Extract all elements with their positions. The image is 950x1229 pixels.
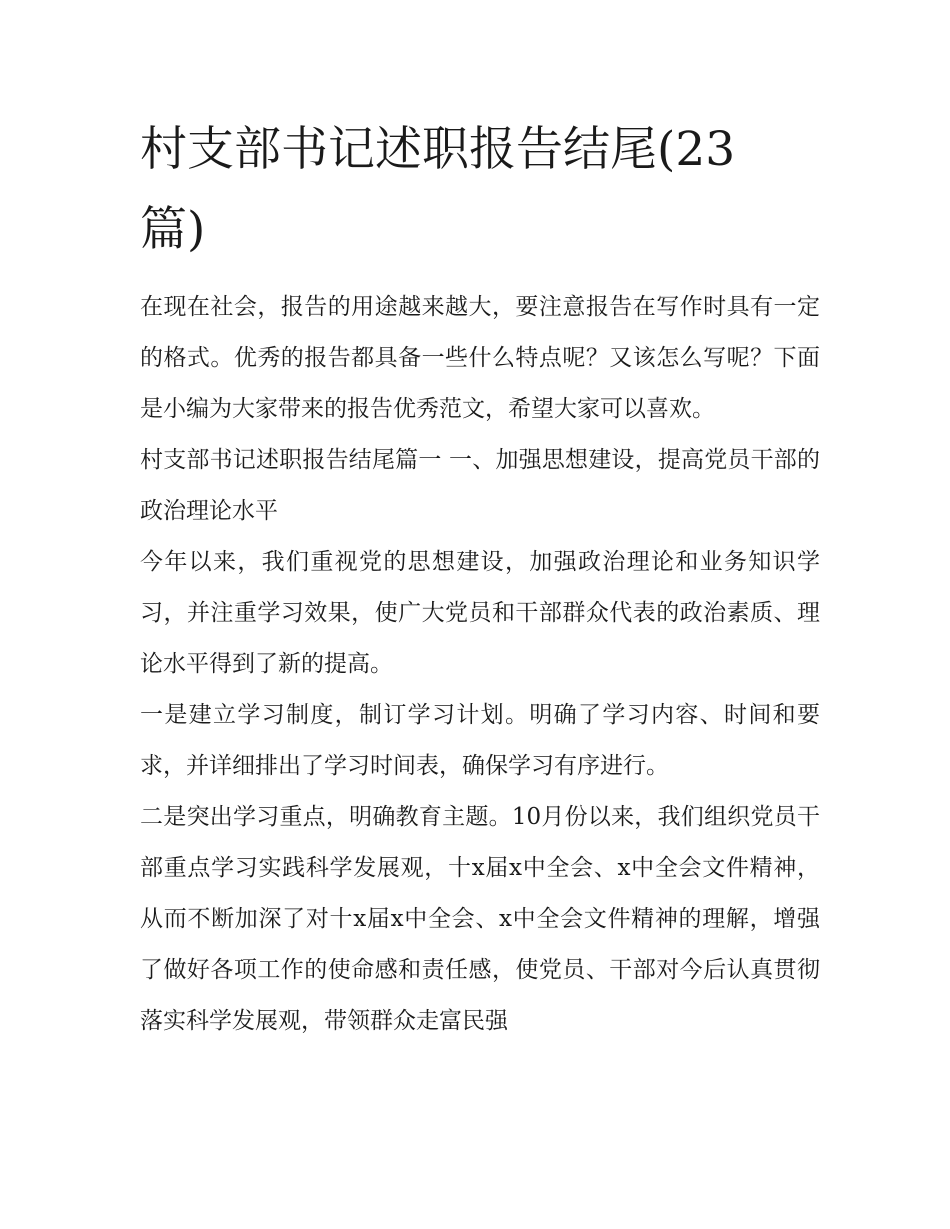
body-paragraph: 今年以来，我们重视党的思想建设，加强政治理论和业务知识学习，并注重学习效果，使广大党员和干部群众代表的政治素质、理论水平得到了新的提高。 (140, 549, 820, 677)
body-paragraph: 一是建立学习制度，制订学习计划。明确了学习内容、时间和要求，并详细排出了学习时间表，确保学习有序进行。 (140, 702, 820, 779)
body-paragraph: 二是突出学习重点，明确教育主题。10月份以来，我们组织党员干部重点学习实践科学发展观，十x届x中全会、x中全会文件精神，从而不断加深了对十x届x中全会、x中全会文件精神的理解，增强了做好各项工作的使命感和责任感，使党员、干部对今后认真贯彻落实科学发展观，带领群众走富民强 (140, 804, 820, 1034)
document-body (140, 110, 820, 1047)
document-title: 村支部书记述职报告结尾(23篇) (140, 122, 736, 257)
intro-paragraph: 在现在社会，报告的用途越来越大，要注意报告在写作时具有一定的格式。优秀的报告都具备一些什么特点呢？又该怎么写呢？下面是小编为大家带来的报告优秀范文，希望大家可以喜欢。 (140, 294, 820, 422)
section-heading-paragraph: 村支部书记述职报告结尾篇一 一、加强思想建设，提高党员干部的政治理论水平 (140, 447, 820, 524)
